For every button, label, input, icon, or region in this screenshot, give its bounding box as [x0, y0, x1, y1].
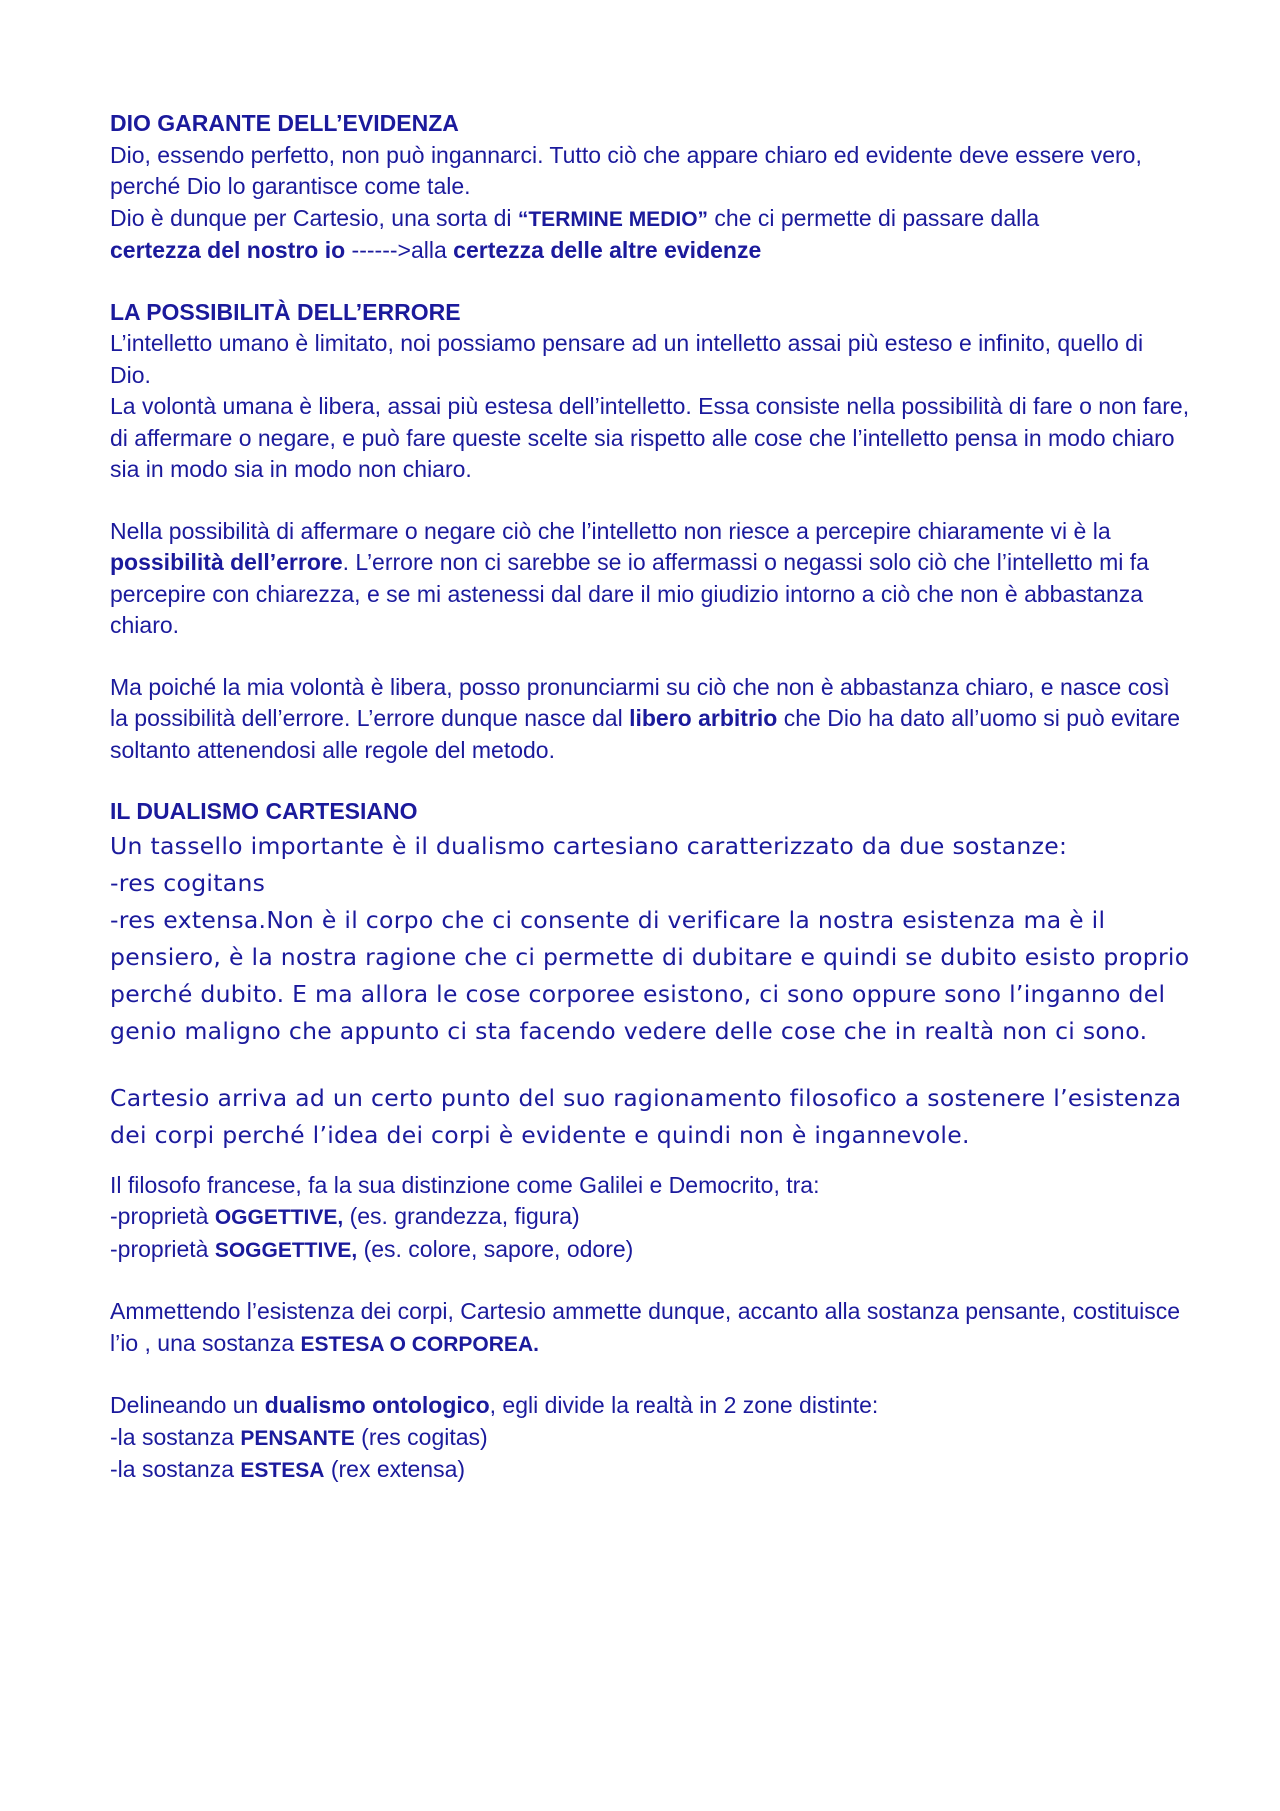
text: ------>alla	[345, 237, 454, 263]
paragraph	[110, 1390, 1190, 1487]
section-heading-dualismo-cartesiano: IL DUALISMO CARTESIANO	[110, 798, 418, 824]
spacer	[110, 1266, 1190, 1296]
bold-text: certezza delle altre evidenze	[453, 237, 762, 263]
spacer	[110, 1154, 1190, 1170]
text: Nella possibilità di affermare o negare ciò che l’intelletto non riesce a percepire chiaramente vi è la	[110, 517, 1111, 544]
spacer	[110, 486, 1190, 516]
bold-text: “TERMINE MEDIO”	[517, 207, 709, 231]
text: (rex extensa)	[324, 1456, 466, 1482]
section-heading-possibilita-errore: LA POSSIBILITÀ DELL’ERRORE	[110, 298, 461, 325]
text: -proprietà	[110, 1203, 215, 1229]
paragraph	[110, 516, 1190, 642]
text: Ma poiché la mia volontà è libera, posso pronunciarmi su ciò che non è abbastanza chiaro, e nasce così la possibilità dell’errore. L’errore dunque nasce dal	[110, 673, 1170, 731]
paragraph	[110, 1296, 1190, 1360]
paragraph	[110, 828, 1190, 1050]
text: Delineando un	[110, 1392, 265, 1418]
bold-text: OGGETTIVE,	[214, 1206, 344, 1229]
document-page	[110, 108, 1190, 1487]
text: -res cogitans	[110, 868, 266, 897]
text: (es. colore, sapore, odore)	[357, 1235, 634, 1262]
paragraph	[110, 672, 1190, 767]
bold-text: ESTESA O CORPOREA.	[300, 1332, 539, 1356]
bold-text: dualismo ontologico	[264, 1392, 490, 1418]
spacer	[110, 766, 1190, 796]
bold-text: PENSANTE	[240, 1426, 355, 1450]
text: Ammettendo l’esistenza dei corpi, Cartesio ammette dunque, accanto alla sostanza pensante, costituisce l’io , una sostanza	[110, 1298, 1181, 1356]
spacer	[110, 642, 1190, 672]
text: (res cogitas)	[354, 1423, 488, 1450]
text: -la sostanza	[110, 1423, 241, 1450]
spacer	[110, 1050, 1190, 1080]
section-heading-dio-garante: DIO GARANTE DELL’EVIDENZA	[110, 110, 459, 136]
bold-text: SOGGETTIVE,	[214, 1238, 358, 1262]
paragraph: Cartesio arriva ad un certo punto del suo ragionamento filosofico a sostenere l’esistenza dei corpi perché l’idea dei corpi è evidente e quindi non è ingannevole.	[110, 1083, 1182, 1149]
bold-text: libero arbitrio	[629, 705, 778, 731]
spacer	[110, 267, 1190, 297]
text: , egli divide la realtà in 2 zone distinte:	[489, 1392, 879, 1418]
paragraph	[110, 203, 1190, 267]
paragraph: L’intelletto umano è limitato, noi possiamo pensare ad un intelletto assai più esteso e infinito, quello di Dio.	[110, 330, 1144, 388]
text: che Dio ha dato all’uomo si può evitare soltanto attenendosi alle regole del metodo.	[110, 705, 1181, 763]
spacer	[110, 1360, 1190, 1390]
text: -proprietà	[110, 1235, 215, 1262]
text: (es. grandezza, figura)	[343, 1203, 580, 1229]
bold-text: certezza del nostro io	[110, 237, 346, 263]
text: che ci permette di passare dalla	[708, 204, 1040, 231]
bold-text: ESTESA	[240, 1459, 325, 1482]
paragraph: La volontà umana è libera, assai più estesa dell’intelletto. Essa consiste nella possibilità di fare o non fare, di affermare o negare, e può fare queste scelte sia rispetto alle cose che l’intelletto pensa in modo chiaro sia in modo sia in modo non chiaro.	[110, 393, 1190, 482]
text: Il filosofo francese, fa la sua distinzione come Galilei e Democrito, tra:	[110, 1171, 820, 1198]
paragraph	[110, 1170, 1190, 1267]
text: -res extensa.Non è il corpo che ci consente di verificare la nostra esistenza ma è il pensiero, è la nostra ragione che ci permette di dubitare e quindi se dubito esisto proprio perché dubito. E ma allora le cose corporee esistono, ci sono oppure sono l’inganno del genio maligno che appunto ci sta facendo vedere delle cose che in realtà non ci sono.	[110, 905, 1190, 1045]
text: . L’errore non ci sarebbe se io affermassi o negassi solo ciò che l’intelletto mi fa percepire con chiarezza, e se mi astenessi dal dare il mio giudizio intorno a ciò che non è abbastanza chiaro.	[110, 549, 1149, 638]
text: Dio è dunque per Cartesio, una sorta di	[110, 204, 518, 231]
bold-text: possibilità dell’errore	[110, 549, 343, 575]
paragraph: Dio, essendo perfetto, non può ingannarci. Tutto ciò che appare chiaro ed evidente deve essere vero, perché Dio lo garantisce come tale.	[110, 141, 1142, 199]
text: -la sostanza	[110, 1456, 241, 1482]
text: Un tassello importante è il dualismo cartesiano caratterizzato da due sostanze:	[110, 831, 1068, 860]
